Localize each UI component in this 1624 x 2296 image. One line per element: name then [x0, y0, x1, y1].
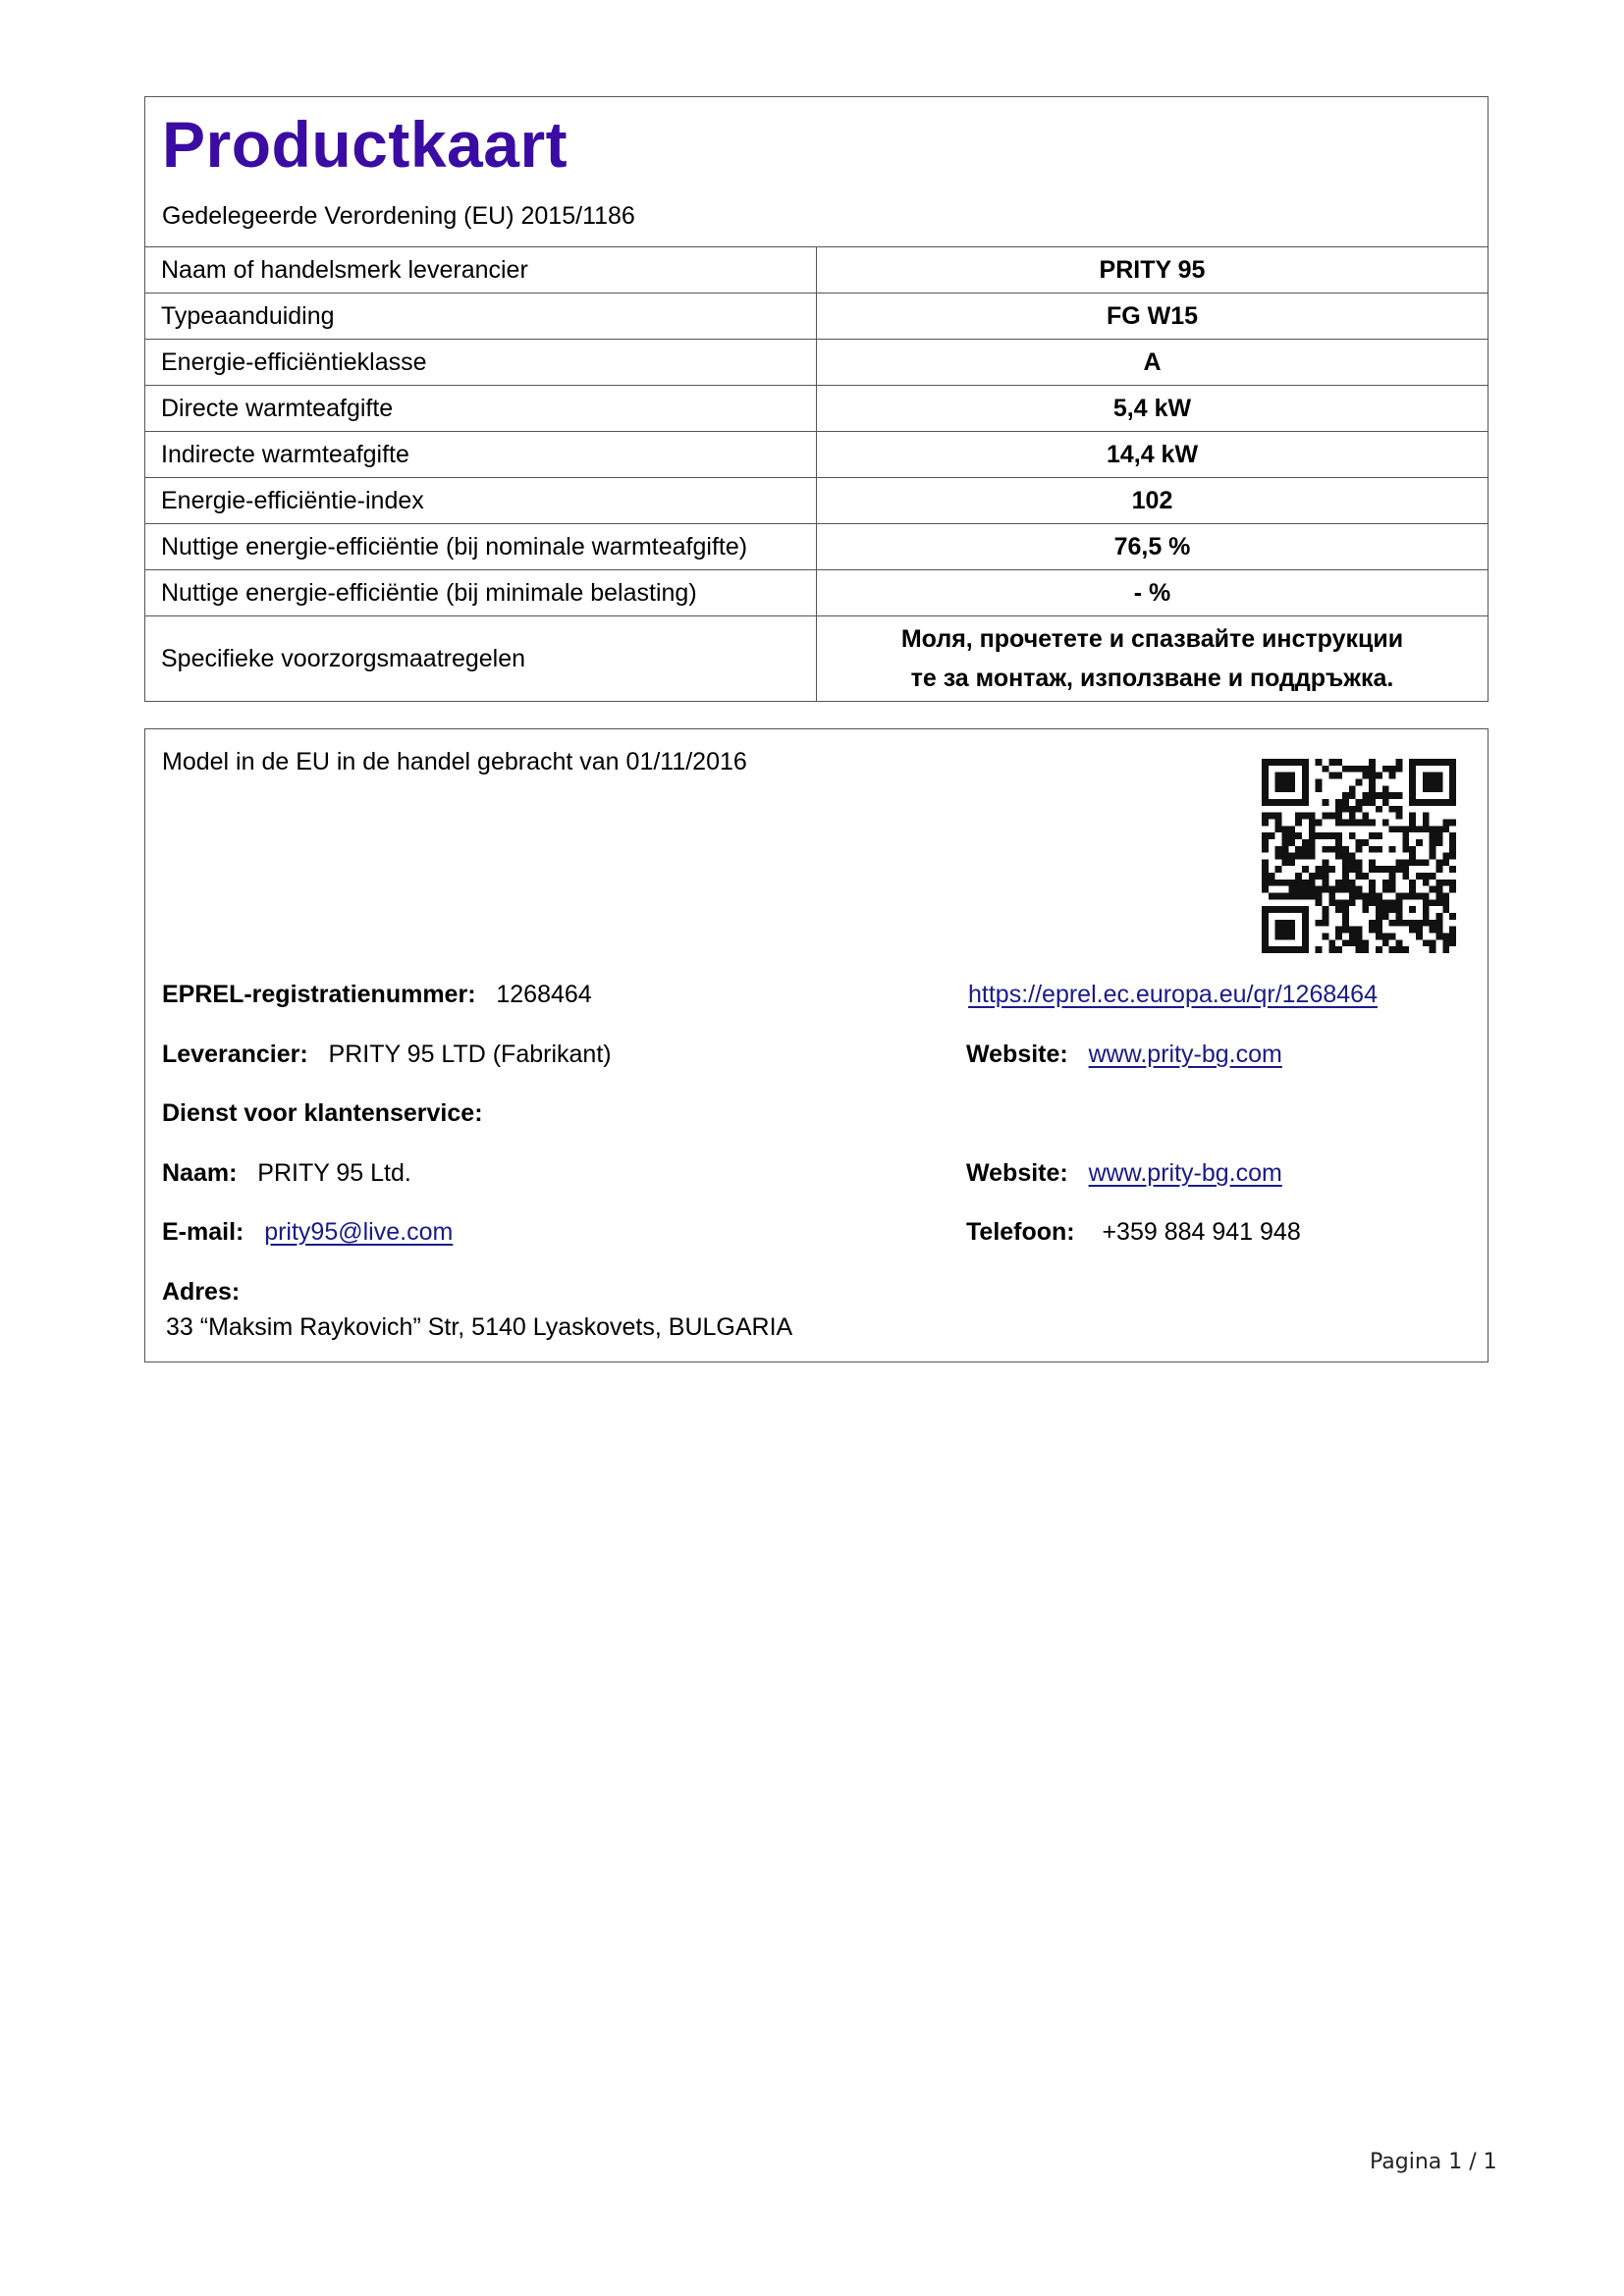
supplier-value: PRITY 95 LTD (Fabrikant): [328, 1041, 612, 1068]
email-label: E-mail:: [162, 1218, 244, 1246]
table-cell-value: 5,4 kW: [817, 386, 1489, 432]
product-sheet: [144, 96, 1489, 1362]
table-cell-value: PRITY 95: [1099, 256, 1206, 284]
table-row: [145, 294, 1488, 340]
eprel-value: 1268464: [496, 981, 592, 1008]
table-cell-label: Typeaanduiding: [145, 294, 817, 340]
regulation-subtitle: Gedelegeerde Verordening (EU) 2015/1186: [162, 202, 635, 230]
supplier-row: [162, 1039, 612, 1070]
qr-code-icon[interactable]: [1262, 759, 1456, 953]
eprel-label: EPREL-registratienummer:: [162, 981, 476, 1008]
address-value: 33 “Maksim Raykovich” Str, 5140 Lyaskovets, BULGARIA: [166, 1313, 793, 1341]
market-date: Model in de EU in de handel gebracht van 01/11/2016: [162, 748, 747, 775]
table-cell-label: Nuttige energie-efficiëntie (bij nominale warmteafgifte): [145, 524, 817, 570]
table-row: [145, 247, 1488, 294]
table-cell-label: Energie-efficiëntieklasse: [145, 340, 817, 386]
table-row-precautions: [145, 616, 1488, 702]
phone-row: [966, 1216, 1301, 1248]
table-cell-value: 14,4 kW: [817, 432, 1489, 478]
table-row: [145, 524, 1488, 570]
table-cell-label: Specifieke voorzorgsmaatregelen: [145, 616, 817, 702]
eprel-link[interactable]: https://eprel.ec.europa.eu/qr/1268464: [968, 981, 1378, 1008]
service-website-link[interactable]: www.prity-bg.com: [1088, 1159, 1282, 1187]
eprel-row: [162, 979, 592, 1010]
phone-label: Telefoon:: [966, 1218, 1075, 1246]
website-row: [966, 1039, 1282, 1070]
eprel-link-row: [968, 979, 1378, 1010]
name-row: [162, 1157, 411, 1189]
card-header: [145, 97, 1488, 247]
service-heading: Dienst voor klantenservice:: [162, 1099, 483, 1127]
table-row: [145, 432, 1488, 478]
table-cell-label: Indirecte warmteafgifte: [145, 432, 817, 478]
table-row: [145, 478, 1488, 524]
table-cell-value: - %: [817, 570, 1489, 616]
service-website-row: [966, 1157, 1282, 1189]
info-card: [144, 728, 1489, 1362]
table-row: [145, 386, 1488, 432]
website-link[interactable]: www.prity-bg.com: [1088, 1041, 1282, 1068]
table-cell-value: 76,5 %: [817, 524, 1489, 570]
table-cell-label: Energie-efficiëntie-index: [145, 478, 817, 524]
table-cell-value: FG W15: [817, 294, 1489, 340]
website-label: Website:: [966, 1041, 1068, 1068]
table-row: [145, 340, 1488, 386]
page-title: Productkaart: [162, 108, 568, 181]
table-cell-value: A: [817, 340, 1489, 386]
supplier-label: Leverancier:: [162, 1041, 308, 1068]
address-label: Adres:: [162, 1278, 241, 1306]
table-cell-label: Naam of handelsmerk leverancier: [145, 247, 817, 294]
precautions-line-2: те за монтаж, използване и поддръжка.: [910, 665, 1394, 692]
precautions-line-1: Моля, прочетете и спазвайте инструкции: [900, 625, 1404, 653]
product-card: [144, 96, 1489, 702]
table-row: [145, 570, 1488, 616]
phone-value: +359 884 941 948: [1102, 1218, 1301, 1246]
name-label: Naam:: [162, 1159, 238, 1187]
table-cell-value: 102: [817, 478, 1489, 524]
email-row: [162, 1216, 453, 1248]
name-value: PRITY 95 Ltd.: [257, 1159, 411, 1187]
spec-table: [145, 247, 1488, 701]
service-website-label: Website:: [966, 1159, 1068, 1187]
page-number: Pagina 1 / 1: [1370, 2150, 1497, 2174]
table-cell-label: Directe warmteafgifte: [145, 386, 817, 432]
table-cell-label: Nuttige energie-efficiëntie (bij minimale belasting): [145, 570, 817, 616]
table-cell-value: [817, 616, 1489, 702]
email-link[interactable]: prity95@live.com: [264, 1218, 454, 1246]
